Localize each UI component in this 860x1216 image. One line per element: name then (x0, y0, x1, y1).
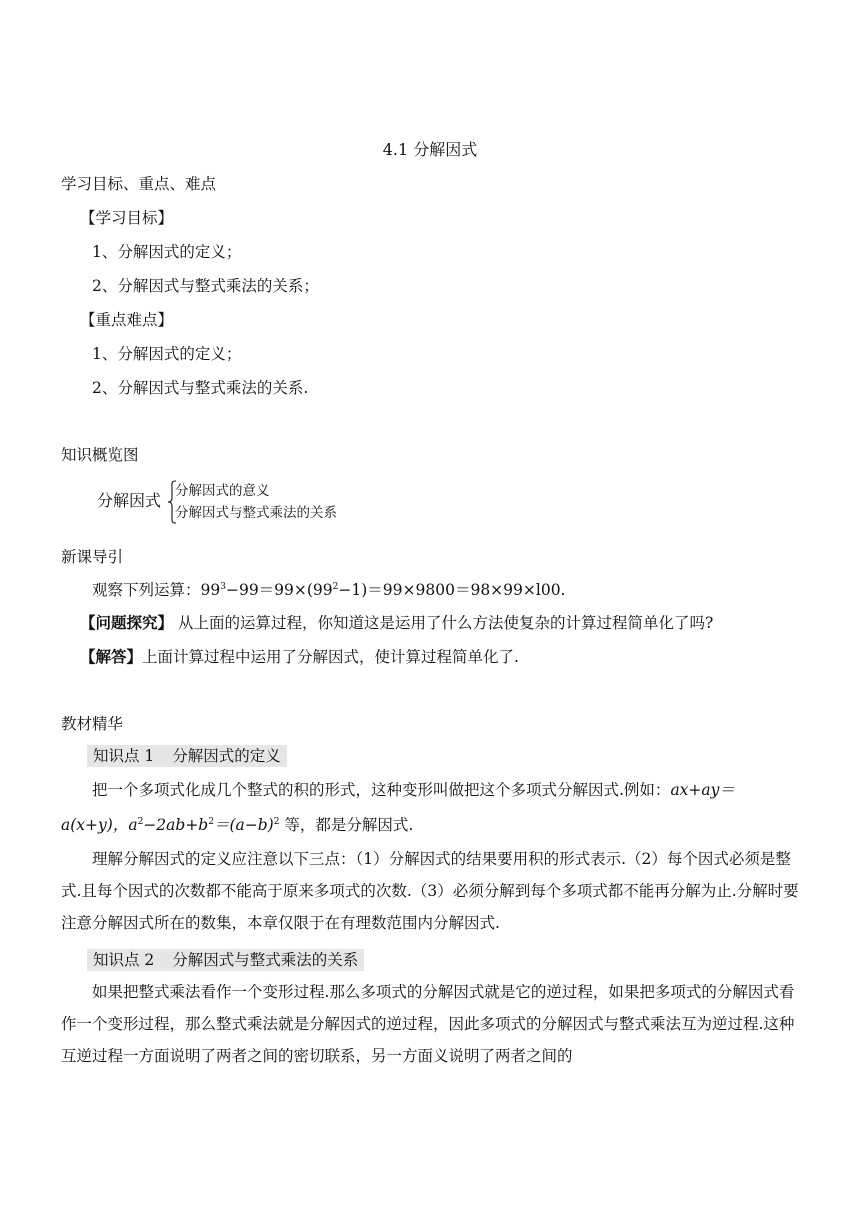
kp1-equation: ax+ay＝ (670, 781, 735, 799)
objective-item: 2、分解因式与整式乘法的关系； (92, 277, 319, 295)
kp1-equation: a (128, 816, 138, 834)
keypoint-item: 2、分解因式与整式乘法的关系. (92, 379, 309, 397)
objectives-label: 【学习目标】 (80, 209, 174, 227)
kp1-exponent: 2 (137, 816, 144, 827)
answer-line (80, 645, 519, 667)
kp1-paragraph-2: 理解分解因式的定义应注意以下三点：（1）分解因式的结果要用积的形式表示.（2）每个因式必须是整式.且每个因式的次数都不能高于原来多项式的次数.（3）必须分解到每个多项式都不能再分解为止.分解时要注意分解因式所在的数集，本章仅限于在有理数范围内分解因式. (61, 850, 799, 932)
kp2-number: 知识点 2 (93, 951, 155, 969)
objective-item: 1、分解因式的定义； (92, 243, 242, 261)
question-text: 从上面的运算过程，你知道这是运用了什么方法使复杂的计算过程简单化了吗? (173, 614, 714, 632)
question-line (80, 611, 713, 633)
intro-heading: 新课导引 (61, 548, 124, 566)
kp1-equation: ＝(a−b) (213, 816, 274, 834)
kp1-paragraph-line1 (92, 778, 735, 800)
question-label: 【问题探究】 (80, 613, 174, 632)
kp1-number: 知识点 1 (93, 747, 155, 765)
goals-heading: 学习目标、重点、难点 (61, 175, 217, 193)
observe-text: −1)＝99×9800＝98×99×l00. (338, 581, 566, 599)
observe-exponent: 3 (220, 581, 226, 592)
page-title: 4.1 分解因式 (382, 140, 478, 159)
kp2-paragraph-1: 如果把整式乘法看作一个变形过程.那么多项式的分解因式就是它的逆过程，如果把多项式的分解因式看作一个变形过程，那么整式乘法就是分解因式的逆过程，因此多项式的分解因式与整式乘法互为逆过程.这种互逆过程一方面说明了两者之间的密切联系，另一方面义说明了两者之间的 (61, 983, 795, 1065)
overview-branch: 分解因式与整式乘法的关系 (175, 505, 337, 521)
keypoint-item: 1、分解因式的定义； (92, 345, 242, 363)
observe-text: −99＝99×(99 (225, 581, 333, 599)
overview-root: 分解因式 (97, 491, 162, 510)
kp1-equation: −2ab+b (143, 816, 209, 834)
overview-branch: 分解因式的意义 (175, 483, 270, 499)
kp1-text: 等，都是分解因式. (279, 816, 414, 834)
observe-exponent: 2 (332, 581, 339, 592)
keypoints-label: 【重点难点】 (80, 311, 174, 329)
overview-heading: 知识概览图 (61, 446, 139, 464)
kp1-equation: a(x+y)， (61, 816, 129, 834)
answer-text: 上面计算过程中运用了分解因式，使计算过程简单化了. (142, 648, 519, 666)
kp1-exponent: 2 (273, 816, 280, 827)
knowledge-point-1-heading (87, 744, 287, 766)
kp1-exponent: 2 (208, 816, 214, 827)
kp2-title: 分解因式与整式乘法的关系 (172, 951, 359, 969)
essence-heading: 教材精华 (61, 715, 124, 733)
kp1-paragraph-line2 (61, 813, 413, 835)
kp1-title: 分解因式的定义 (172, 747, 281, 765)
observe-text: 观察下列运算：99 (92, 581, 221, 599)
observe-line (92, 578, 566, 600)
kp1-text: 把一个多项式化成几个整式的积的形式，这种变形叫做把这个多项式分解因式.例如： (92, 781, 671, 799)
knowledge-point-2-heading (87, 948, 364, 970)
answer-label: 【解答】 (80, 647, 143, 666)
